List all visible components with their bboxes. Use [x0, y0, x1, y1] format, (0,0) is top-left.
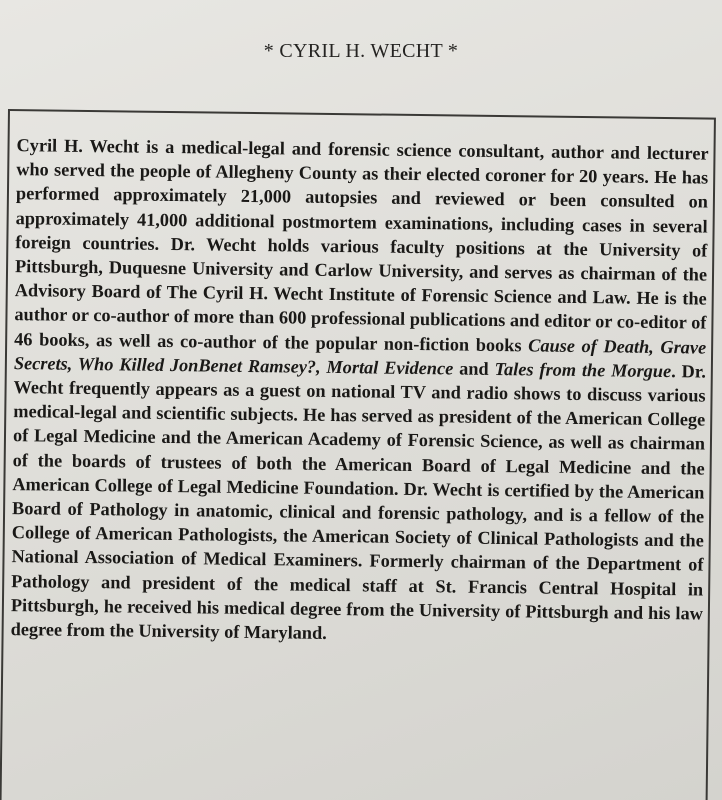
biography-box: [0, 109, 716, 800]
book-titles: Cause of Death, Grave Secrets, Who Killed JonBenet Ramsey?, Mortal Evidence: [13, 334, 707, 379]
biography-rest: . Dr. Wecht frequently appears as a guest on national TV and radio shows to discuss various medical-legal and scientific subjects. He has served as president of the American College of Legal Medicine and the American Academy of Forensic Science, as well as chairman of the boards of trustees of both the American Board of Legal Medicine and the American College of Legal Medicine Foundation. Dr. Wecht is certified by the American Board of Pathology in anatomic, clinical and forensic pathology, and is a fellow of the College of American Pathologists, the American Society of Clinical Pathologists and the National Association of Medical Examiners. Formerly chairman of the Department of Pathology and president of the medical staff at St. Francis Central Hospital in Pittsburgh, he received his medical degree from the University of Pittsburgh and his law degree from the University of Maryland.: [10, 360, 706, 643]
biography-paragraph: [10, 133, 708, 650]
biography-intro: Cyril H. Wecht is a medical-legal and forensic science consultant, author and lecturer who served the people of Allegheny County as their elected coroner for 20 years. He has performed approximately 21,000 autopsies and reviewed or been consulted on approximately 41,000 additional postmortem examinations, including cases in several foreign countries. Dr. Wecht holds various faculty positions at the University of Pittsburgh, Duquesne University and Carlow University, and serves as chairman of the Advisory Board of The Cyril H. Wecht Institute of Forensic Science and Law. He is the author or co-author of more than 600 professional publications and editor or co-editor of 46 books, as well as co-author of the popular non-fiction books: [14, 135, 709, 355]
book-title-last: Tales from the Morgue: [494, 358, 672, 381]
biography-and: and: [453, 358, 495, 379]
page-title: * CYRIL H. WECHT *: [263, 40, 459, 62]
